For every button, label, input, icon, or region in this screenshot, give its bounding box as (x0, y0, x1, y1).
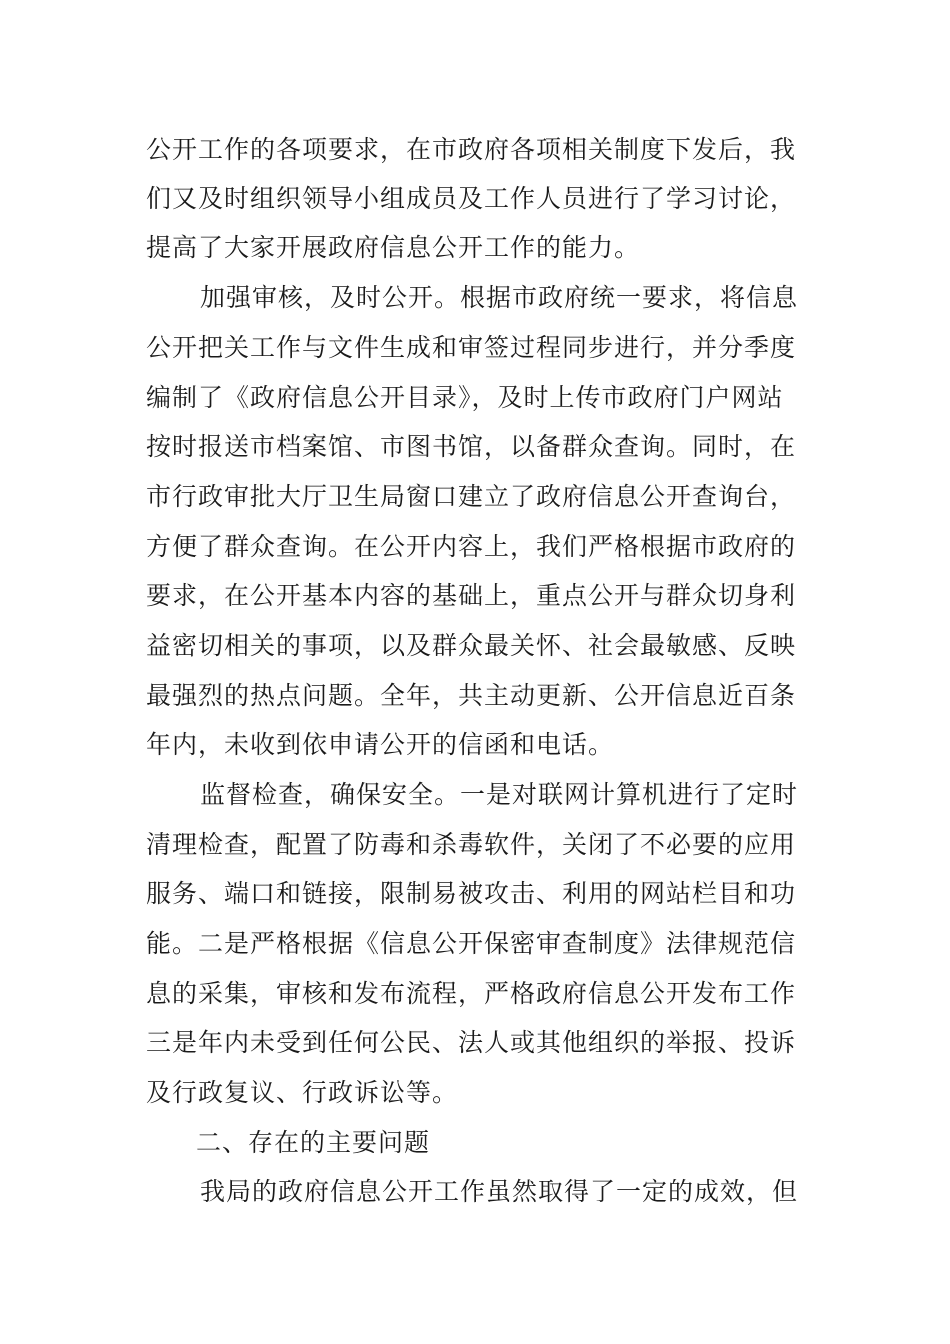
text-line-13: 年内，未收到依申请公开的信函和电话。 (146, 730, 615, 759)
text-line-15: 清理检查，配置了防毒和杀毒软件，关闭了不必要的应用 (146, 830, 797, 859)
text-line-16: 服务、端口和链接，限制易被攻击、利用的网站栏目和功 (146, 879, 797, 908)
text-line-7: 按时报送市档案馆、市图书馆，以备群众查询。同时，在 (146, 432, 797, 461)
paragraph-start-problems: 我局的政府信息公开工作虽然取得了一定的成效，但 (200, 1177, 799, 1206)
section-heading-problems: 二、存在的主要问题 (196, 1128, 431, 1157)
text-line-17: 能。二是严格根据《信息公开保密审查制度》法律规范信 (146, 929, 797, 958)
text-line-2: 们又及时组织领导小组成员及工作人员进行了学习讨论， (146, 184, 797, 213)
text-line-8: 市行政审批大厅卫生局窗口建立了政府信息公开查询台， (146, 482, 797, 511)
paragraph-start-review: 加强审核，及时公开。根据市政府统一要求，将信息 (200, 283, 799, 312)
text-line-20: 及行政复议、行政诉讼等。 (146, 1078, 459, 1107)
text-line-11: 益密切相关的事项，以及群众最关怀、社会最敏感、反映 (146, 631, 797, 660)
text-line-9: 方便了群众查询。在公开内容上，我们严格根据市政府的 (146, 532, 797, 561)
text-line-19: 三是年内未受到任何公民、法人或其他组织的举报、投诉 (146, 1028, 797, 1057)
text-line-5: 公开把关工作与文件生成和审签过程同步进行，并分季度 (146, 333, 797, 362)
text-line-1: 公开工作的各项要求，在市政府各项相关制度下发后，我 (146, 135, 797, 164)
paragraph-start-supervision: 监督检查，确保安全。一是对联网计算机进行了定时 (200, 780, 799, 809)
text-line-10: 要求，在公开基本内容的基础上，重点公开与群众切身利 (146, 581, 797, 610)
text-line-18: 息的采集，审核和发布流程，严格政府信息公开发布工作 (146, 979, 797, 1008)
text-line-3: 提高了大家开展政府信息公开工作的能力。 (146, 233, 641, 262)
text-line-6: 编制了《政府信息公开目录》，及时上传市政府门户网站 (146, 383, 784, 412)
text-line-12: 最强烈的热点问题。全年，共主动更新、公开信息近百条 (146, 681, 797, 710)
